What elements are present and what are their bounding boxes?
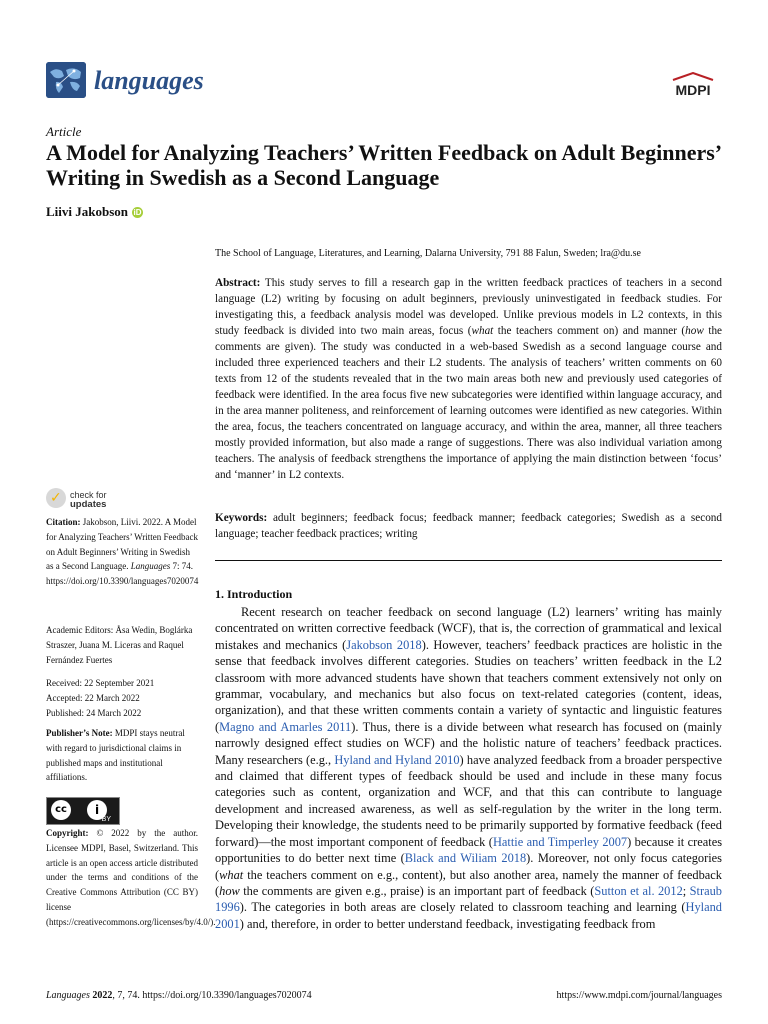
cc-by-label: BY: [101, 816, 111, 823]
intro-text: the teachers comment on e.g., content), but also another area, namely the manner of feedback (: [215, 867, 722, 898]
check-updates-line2: updates: [70, 499, 107, 510]
abstract-text: the comments are given). The study was conducted in a web-based Swedish as a second language course and included three experienced teachers and their L2 students. The analysis of teachers’ written comments on 60 texts from 12 of the students revealed that in the two main areas both new and previously used categories of feedback were identified. In the area focus five new subcategories were identified within language accuracy, and in the area manner politeness, and reinforcement of learning outcomes were identified as new categories. Within the area, focus, the teachers concentrated on language accuracy, and within the area, manner, all three teachers mostly provided information, but also made a range of suggestions. There was also individual variation among teachers. The analysis of feedback strengthens the importance of applying the main distinction between ‘focus’ and ‘manner’ in L2 contexts.: [215, 325, 723, 481]
attribution-icon: i: [87, 800, 107, 820]
abstract-text: This study serves to fill a research gap in the written feedback practices of teachers in a second language (L2) writing by focusing on adult beginners, previously uninvestigated in feedback studies. For investigating this, a feedback analysis model was developed. Unlike previous models in L2 contexts, in this study feedback is divided into two main areas, focus (: [215, 277, 722, 337]
intro-italic: what: [219, 867, 244, 882]
check-updates-line1: check for: [70, 490, 107, 500]
intro-text: ). However, teachers’ feedback practices are holistic in the sense that feedback involves different categories. Studies on teachers’ written feedback in the L2 classroom with more advanced students have shown that teachers comment extensively not only on grammar, vocabulary, and mechanics but also focus on text-related categories (content, ideas, organization), and that these written comments contain a variety of syntactic and linguistic features (: [215, 637, 723, 734]
intro-text: ) because it creates opportunities to do better next time (: [215, 834, 723, 866]
abstract-italic: how: [685, 325, 704, 337]
publisher-note-text: MDPI stays neutral with regard to jurisdictional claims in published maps and institutional affiliations.: [46, 728, 185, 783]
abstract-label: Abstract:: [215, 277, 261, 289]
article-title: A Model for Analyzing Teachers’ Written Feedback on Adult Beginners’ Writing in Swedish as a Second Language: [46, 140, 721, 190]
citation-link[interactable]: Hyland and Hyland 2010: [334, 752, 460, 767]
academic-editors: Academic Editors: Åsa Wedin, Boglárka Straszer, Juana M. Liceras and Raquel Fernández Fuertes: [46, 625, 193, 665]
intro-text: ). Moreover, not only focus categories (: [215, 851, 722, 882]
accepted-date: Accepted: 22 March 2022: [46, 692, 140, 703]
citation-link[interactable]: Black and Wiliam 2018: [404, 851, 527, 866]
keywords-label: Keywords:: [215, 512, 268, 524]
footer-journal-url[interactable]: https://www.mdpi.com/journal/languages: [556, 990, 722, 1001]
published-date: Published: 24 March 2022: [46, 707, 142, 718]
mdpi-logo[interactable]: [667, 72, 719, 98]
section-divider: [215, 560, 722, 561]
abstract: [215, 275, 722, 483]
footer-doi[interactable]: , 7, 74. https://doi.org/10.3390/languages7020074: [112, 990, 312, 1001]
intro-text: ). The categories in both areas are closely related to classroom teaching and learning (: [239, 900, 686, 915]
author-name[interactable]: Liivi Jakobson: [46, 204, 129, 219]
section-title: 1. Introduction: [215, 587, 293, 601]
citation-link[interactable]: Hattie and Timperley 2007: [492, 834, 628, 849]
intro-text: ) have analyzed feedback from a broader perspective and claimed that different types of feedback should be used and include in these many focus categories such as content, organization and WCF, and that this can contribute to language development and increased awareness, as well as self-regulation by the writer in the long term. Developing their knowledge, the students need to be primarily supported by formative feedback (feed forward)—the most important component of feedback (: [215, 752, 723, 849]
intro-text: ;: [682, 883, 690, 898]
copyright-text: © 2022 by the author. Licensee MDPI, Basel, Switzerland. This article is an open access article distributed under the terms and conditions of the Creative Commons Attribution (CC BY) license (https://creativecommons.org/licenses/by/4.0/).: [46, 828, 216, 927]
cc-by-license-icon[interactable]: [46, 797, 120, 825]
citation: [46, 515, 198, 589]
footer-journal: Languages: [46, 990, 90, 1001]
keywords: [215, 510, 722, 542]
journal-logo-icon: [46, 62, 86, 98]
copyright: [46, 826, 216, 930]
affiliation: The School of Language, Literatures, and Learning, Dalarna University, 791 88 Falun, Sweden; lra@du.se: [215, 248, 641, 259]
copyright-label: Copyright:: [46, 828, 89, 838]
citation-link[interactable]: Sutton et al. 2012: [594, 883, 683, 898]
intro-text: Recent research on teacher feedback on second language (L2) learners’ writing has mainly concentrated on written corrective feedback (WCF), that is, the correction of grammatical and lexical mistakes and mechanics (: [215, 605, 722, 652]
article-type: Article: [46, 124, 82, 139]
intro-text: the comments are given e.g., praise) is an important part of feedback (: [239, 883, 595, 898]
citation-text: Jakobson, Liivi. 2022. A Model for Analyzing Teachers’ Written Feedback on Adult Beginners’ Writing in Swedish as a Second Language.: [46, 517, 198, 572]
citation-link[interactable]: Magno and Amarles 2011: [219, 719, 352, 734]
publisher-note: [46, 726, 198, 785]
intro-text: ) and, therefore, in order to better understand feedback, investigating feedback from: [239, 916, 656, 931]
footer-citation: [46, 990, 312, 1001]
check-mark-icon: ✓: [50, 490, 62, 506]
citation-link[interactable]: Straub 1996: [215, 883, 723, 915]
citation-doi[interactable]: 7: 74. https://doi.org/10.3390/languages7020074: [46, 561, 199, 587]
orcid-icon[interactable]: iD: [133, 208, 142, 217]
publisher-note-label: Publisher’s Note:: [46, 728, 113, 738]
intro-italic: how: [219, 883, 240, 898]
abstract-italic: what: [471, 325, 494, 337]
citation-link[interactable]: Hyland 2001: [215, 900, 722, 931]
mdpi-logo-text: MDPI: [675, 82, 711, 98]
citation-link[interactable]: Jakobson 2018: [346, 637, 422, 652]
journal-name[interactable]: languages: [94, 66, 204, 95]
dates: [46, 676, 198, 720]
citation-label: Citation:: [46, 517, 81, 527]
footer-year: 2022: [92, 990, 113, 1001]
received-date: Received: 22 September 2021: [46, 678, 155, 688]
abstract-text: the teachers comment on) and manner (: [493, 325, 686, 337]
intro-paragraph: [215, 604, 722, 932]
intro-text: ). Thus, there is a divide between what research has focused on (mainly narrowly designed effect studies on WCF) and the holistic nature of teachers’ feedback practices. Many researchers (e.g.,: [215, 719, 722, 767]
cc-icon: cc: [51, 800, 71, 820]
keywords-text: adult beginners; feedback focus; feedback manner; feedback categories; Swedish as a second language; teacher feedback practices; writing: [215, 512, 722, 540]
author-line: [46, 204, 143, 220]
citation-journal: Languages: [130, 561, 171, 572]
